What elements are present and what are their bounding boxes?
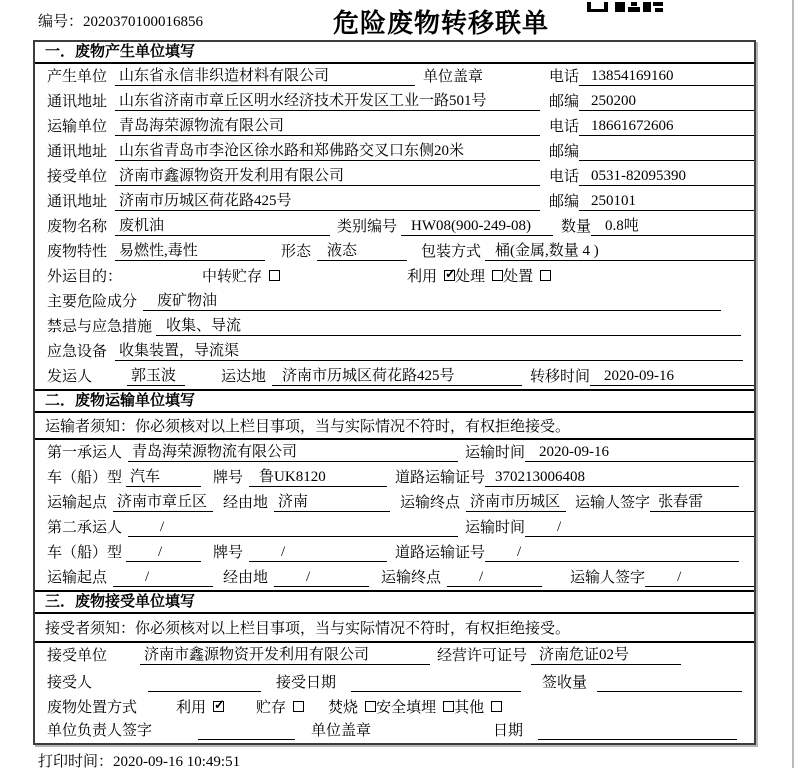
row-transporter [35, 114, 754, 139]
unit-seal-label: 单位盖章 [311, 723, 372, 739]
field-label: 禁忌与应急措施 [47, 319, 153, 335]
print-time-value: 2020-09-16 10:49:51 [113, 754, 241, 768]
field-label: 废物特性 [47, 244, 108, 260]
zip-value: 250101 [579, 192, 754, 211]
checkbox-option [256, 696, 304, 717]
row-transporter-address [35, 139, 754, 164]
row-vehicle-1 [35, 465, 754, 490]
field-label: 主要危险成分 [47, 294, 138, 310]
field-label: 通讯地址 [47, 94, 108, 110]
field-label: 单位负责人签字 [47, 723, 153, 739]
checkbox-option-label: 其他 [454, 700, 485, 716]
address-value: 山东省济南市章丘区明水经济技术开发区工业一路501号 [115, 92, 540, 111]
field-label: 运输起点 [47, 570, 108, 586]
phone-label: 电话 [548, 119, 579, 135]
transfer-time-value: 2020-09-16 [590, 367, 754, 386]
checkbox-option [176, 696, 224, 717]
field-label: 第一承运人 [47, 445, 123, 461]
category-label: 类别编号 [337, 219, 398, 235]
serial-value: 2020370100016856 [83, 14, 204, 30]
equipment-value: 收集装置，导流渠 [115, 342, 743, 361]
row-route-2 [35, 565, 754, 590]
sign-label: 运输人签字 [570, 570, 646, 586]
plate-label: 牌号 [213, 545, 244, 561]
checkbox-unchecked-icon [269, 270, 280, 281]
sign-qty-value [597, 673, 742, 692]
row-producer-address [35, 89, 754, 114]
field-label: 通讯地址 [47, 194, 108, 210]
checkbox-checked-icon [213, 701, 224, 712]
end-label: 运输终点 [381, 570, 442, 586]
road-permit-label: 道路运输证号 [395, 470, 486, 486]
address-value: 济南市历城区荷花路425号 [115, 192, 540, 211]
row-waste-property [35, 239, 754, 264]
field-label: 接受人 [47, 675, 93, 691]
sign-label: 运输人签字 [575, 495, 651, 511]
via-label: 经由地 [223, 495, 269, 511]
plate-value: 鲁UK8120 [249, 468, 387, 487]
row-carrier-2 [35, 515, 754, 540]
field-label: 发运人 [47, 369, 93, 385]
zip-label: 邮编 [548, 144, 579, 160]
end-label: 运输终点 [400, 495, 461, 511]
row-acceptor [35, 668, 754, 695]
carrier-value: 青岛海荣源物流有限公司 [128, 443, 458, 462]
row-receiver [35, 164, 754, 189]
property-value: 易燃性,毒性 [115, 242, 265, 261]
row-route-1 [35, 490, 754, 515]
serial-label: 编号： [38, 14, 84, 30]
transfer-time-label: 转移时间 [530, 369, 591, 385]
carrier-value: / [128, 518, 458, 537]
phone-label: 电话 [548, 69, 579, 85]
checkbox-checked-icon [444, 270, 455, 281]
end-value: / [447, 568, 542, 587]
time-label: 运输时间 [465, 520, 526, 536]
purpose-label: 外运目的： [47, 269, 123, 285]
checkbox-option-label: 中转贮存 [202, 269, 263, 285]
address-value: 山东省青岛市李沧区徐水路和郑佛路交叉口东侧20米 [115, 142, 540, 161]
row-vehicle-2 [35, 540, 754, 565]
checkbox-unchecked-icon [443, 701, 454, 712]
time-value: 2020-09-16 [525, 443, 754, 462]
date-label: 日期 [493, 723, 524, 739]
phone-value: 0531-82095390 [579, 167, 754, 186]
row-carrier-1 [35, 440, 754, 465]
transfer-form-table [33, 40, 756, 745]
phone-value: 13854169160 [579, 67, 754, 86]
hazard-value: 废矿物油 [143, 292, 721, 311]
vehicle-value: / [126, 543, 201, 562]
serial-number [38, 10, 203, 31]
acceptor-value [148, 673, 261, 692]
checkbox-unchecked-icon [491, 701, 502, 712]
field-label: 第二承运人 [47, 520, 123, 536]
qty-value: 0.8吨 [591, 217, 754, 236]
section-3-header: 三．废物接受单位填写 [35, 590, 754, 614]
checkbox-option [454, 696, 502, 717]
checkbox-option-label: 利用 [407, 269, 438, 285]
receiver-value: 济南市鑫源物资开发利用有限公司 [115, 167, 540, 186]
checkbox-option-label: 安全填埋 [376, 700, 437, 716]
sign-qty-label: 签收量 [542, 675, 588, 691]
packing-value: 桶(金属,数量 4 ) [485, 242, 754, 261]
print-label: 打印时间： [38, 754, 114, 768]
accept-date-label: 接受日期 [276, 675, 337, 691]
time-label: 运输时间 [465, 445, 526, 461]
zip-label: 邮编 [548, 94, 579, 110]
via-value: 济南 [274, 493, 390, 512]
field-label: 运输单位 [47, 119, 108, 135]
plate-value: / [249, 543, 387, 562]
receiver-notice: 接受者须知：你必须核对以上栏目事项，当与实际情况不符时，有权拒绝接受。 [35, 614, 754, 643]
via-value: / [274, 568, 369, 587]
checkbox-unchecked-icon [293, 701, 304, 712]
checkbox-option-label: 焚烧 [328, 700, 359, 716]
dest-value: 济南市历城区荷花路425号 [272, 367, 522, 386]
road-permit-value: / [485, 543, 739, 562]
print-timestamp [38, 750, 240, 768]
via-label: 经由地 [223, 570, 269, 586]
sign-value: / [645, 568, 754, 587]
transporter-value: 青岛海荣源物流有限公司 [115, 117, 540, 136]
sign-value: 张春雷 [650, 493, 754, 512]
checkbox-option [202, 265, 280, 286]
start-value: / [113, 568, 213, 587]
section-1-header: 一．废物产生单位填写 [35, 42, 754, 64]
phone-value: 18661672606 [579, 117, 754, 136]
checkbox-option [328, 696, 376, 717]
row-producer [35, 64, 754, 89]
field-label: 通讯地址 [47, 144, 108, 160]
checkbox-option-label: 贮存 [256, 700, 287, 716]
checkbox-unchecked-icon [540, 270, 551, 281]
waste-name-value: 废机油 [115, 217, 330, 236]
section-2-header: 二．废物运输单位填写 [35, 389, 754, 413]
seal-label: 单位盖章 [423, 69, 484, 85]
checkbox-option [455, 265, 503, 286]
road-permit-value: 370213006408 [485, 468, 739, 487]
date-value [538, 721, 737, 740]
field-label: 废物名称 [47, 219, 108, 235]
checkbox-option-label: 处理 [455, 269, 486, 285]
qty-label: 数量 [561, 219, 592, 235]
accept-date-value [351, 673, 521, 692]
start-value: 济南市章丘区 [113, 493, 213, 512]
row-responsible-signature [35, 720, 754, 743]
row-hazard [35, 289, 754, 314]
transporter-notice: 运输者须知：你必须核对以上栏目事项，当与实际情况不符时，有权拒绝接受。 [35, 413, 754, 440]
checkbox-option [503, 265, 551, 286]
plate-label: 牌号 [213, 470, 244, 486]
field-label: 运输起点 [47, 495, 108, 511]
form-label: 形态 [281, 244, 312, 260]
producer-value: 山东省永信非织造材料有限公司 [115, 67, 415, 86]
time-value: / [525, 518, 754, 537]
end-value: 济南市历城区 [466, 493, 566, 512]
disposal-label: 废物处置方式 [47, 700, 138, 716]
zip-label: 邮编 [548, 194, 579, 210]
zip-value: 250200 [579, 92, 754, 111]
field-label: 车（船）型 [47, 470, 123, 486]
row-purpose [35, 264, 754, 289]
license-value: 济南危证02号 [531, 646, 681, 665]
vehicle-value: 汽车 [126, 468, 201, 487]
checkbox-option-label: 处置 [503, 269, 534, 285]
checkbox-option [376, 696, 454, 717]
emergency-value: 收集、导流 [156, 317, 741, 336]
shipper-value: 郭玉波 [127, 367, 185, 386]
field-label: 接受单位 [47, 169, 108, 185]
phone-label: 电话 [548, 169, 579, 185]
row-receiver-address [35, 189, 754, 214]
row-emergency [35, 314, 754, 339]
qr-code-fragment-icon [587, 0, 663, 11]
category-value: HW08(900-249-08) [401, 217, 553, 236]
zip-value [579, 142, 754, 161]
field-label: 产生单位 [47, 69, 108, 85]
license-label: 经营许可证号 [437, 648, 528, 664]
checkbox-option [407, 265, 455, 286]
field-label: 接受单位 [47, 648, 108, 664]
row-equipment [35, 339, 754, 364]
form-value: 液态 [317, 242, 407, 261]
row-disposal [35, 695, 754, 720]
row-shipper [35, 364, 754, 389]
checkbox-unchecked-icon [492, 270, 503, 281]
row-waste-name [35, 214, 754, 239]
field-label: 车（船）型 [47, 545, 123, 561]
field-label: 应急设备 [47, 344, 108, 360]
road-permit-label: 道路运输证号 [395, 545, 486, 561]
page-edge-line [792, 0, 794, 768]
packing-label: 包装方式 [421, 244, 482, 260]
page-title: 危险废物转移联单 [333, 9, 550, 38]
receiver-value: 济南市鑫源物资开发利用有限公司 [140, 646, 430, 665]
checkbox-unchecked-icon [365, 701, 376, 712]
responsible-value [198, 721, 295, 740]
checkbox-option-label: 利用 [176, 700, 207, 716]
row-receive-unit [35, 643, 754, 668]
dest-label: 运达地 [221, 369, 267, 385]
